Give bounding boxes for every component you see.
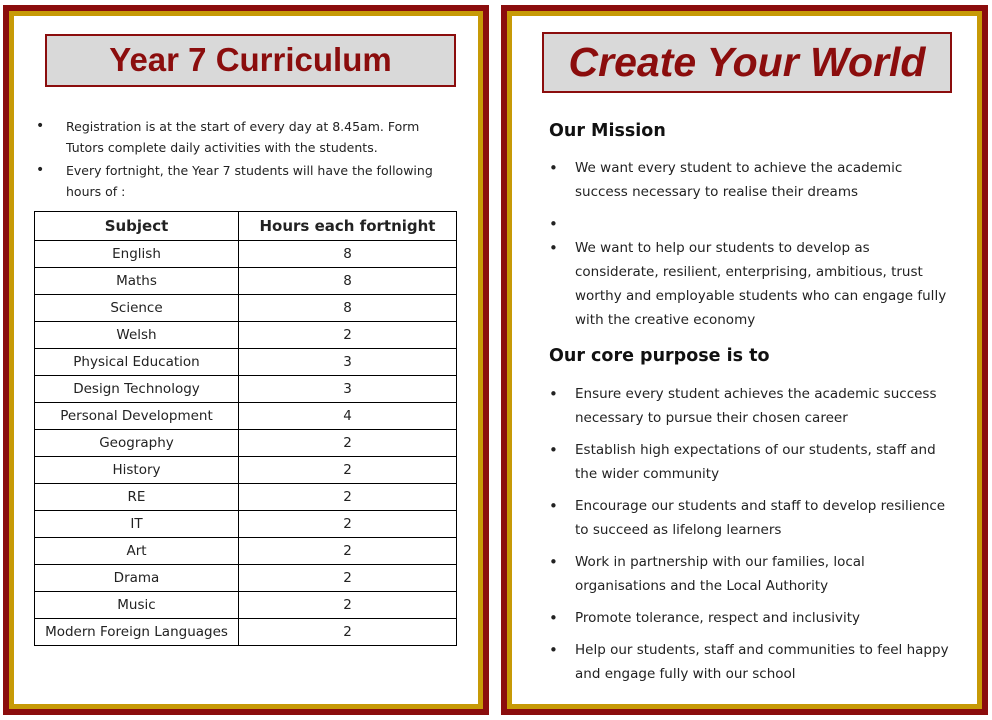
hours-cell: 2 [239, 538, 457, 565]
list-item [547, 606, 952, 630]
bullet-icon: • [549, 215, 558, 233]
curriculum-title: Year 7 Curriculum [45, 34, 456, 87]
subject-cell: Science [35, 295, 239, 322]
table-row [35, 457, 457, 484]
bullet-icon: • [549, 441, 558, 459]
purpose-heading: Our core purpose is to [549, 346, 770, 366]
table-row [35, 538, 457, 565]
subject-cell: Personal Development [35, 403, 239, 430]
subject-cell: RE [35, 484, 239, 511]
list-item [547, 550, 952, 598]
list-item [547, 438, 952, 486]
mission-panel-content [512, 16, 977, 704]
mission-title: Create Your World [542, 32, 952, 93]
bullet-icon: • [549, 385, 558, 403]
curriculum-panel-content [14, 16, 478, 704]
list-item [547, 494, 952, 542]
hours-cell: 4 [239, 403, 457, 430]
note-text: Every fortnight, the Year 7 students will have the following hours of : [66, 163, 433, 199]
subject-cell: Geography [35, 430, 239, 457]
hours-cell: 2 [239, 511, 457, 538]
list-item [547, 638, 952, 686]
subject-cell: Welsh [35, 322, 239, 349]
hours-cell: 2 [239, 457, 457, 484]
purpose-list [547, 382, 952, 694]
subject-cell: Drama [35, 565, 239, 592]
hours-cell: 3 [239, 376, 457, 403]
list-item [547, 212, 952, 236]
curriculum-notes [34, 116, 454, 204]
subject-cell: Design Technology [35, 376, 239, 403]
list-item-text: Promote tolerance, respect and inclusivity [575, 610, 861, 626]
table-row [35, 295, 457, 322]
table-row [35, 376, 457, 403]
list-item [547, 382, 952, 430]
list-item-text: Work in partnership with our families, local organisations and the Local Authority [575, 554, 865, 594]
hours-cell: 2 [239, 619, 457, 646]
table-row [35, 322, 457, 349]
subject-cell: Art [35, 538, 239, 565]
bullet-icon: • [36, 118, 45, 134]
table-row [35, 511, 457, 538]
subject-cell: History [35, 457, 239, 484]
table-row [35, 268, 457, 295]
list-item [547, 156, 952, 204]
hours-cell: 2 [239, 322, 457, 349]
table-row [35, 592, 457, 619]
note-text: Registration is at the start of every day at 8.45am. Form Tutors complete daily activities with the students. [66, 119, 420, 155]
hours-cell: 8 [239, 241, 457, 268]
list-item-text: Help our students, staff and communities to feel happy and engage fully with our school [575, 642, 949, 682]
subject-cell: Music [35, 592, 239, 619]
table-row [35, 349, 457, 376]
subject-hours-table [34, 211, 457, 646]
table-header-row [35, 212, 457, 241]
table-row [35, 241, 457, 268]
list-item-text: We want every student to achieve the academic success necessary to realise their dreams [575, 160, 903, 200]
mission-heading: Our Mission [549, 121, 666, 141]
table-row [35, 430, 457, 457]
subject-column-header: Subject [35, 212, 239, 241]
bullet-icon: • [549, 497, 558, 515]
table-row [35, 619, 457, 646]
mission-panel [501, 5, 988, 715]
list-item-text: Establish high expectations of our students, staff and the wider community [575, 442, 936, 482]
hours-cell: 2 [239, 484, 457, 511]
bullet-icon: • [549, 239, 558, 257]
note-item [34, 116, 454, 158]
bullet-icon: • [36, 162, 45, 178]
hours-cell: 8 [239, 268, 457, 295]
table-row [35, 403, 457, 430]
subject-cell: Maths [35, 268, 239, 295]
subject-cell: English [35, 241, 239, 268]
subject-cell: IT [35, 511, 239, 538]
subject-cell: Physical Education [35, 349, 239, 376]
gold-border [9, 11, 483, 709]
table-row [35, 484, 457, 511]
hours-cell: 2 [239, 592, 457, 619]
bullet-icon: • [549, 159, 558, 177]
subject-cell: Modern Foreign Languages [35, 619, 239, 646]
hours-cell: 2 [239, 430, 457, 457]
list-item-text: Ensure every student achieves the academic success necessary to pursue their chosen career [575, 386, 937, 426]
curriculum-panel [3, 5, 489, 715]
gold-border [507, 11, 982, 709]
note-item [34, 160, 454, 202]
bullet-icon: • [549, 641, 558, 659]
mission-list [547, 156, 952, 340]
hours-cell: 3 [239, 349, 457, 376]
hours-column-header: Hours each fortnight [239, 212, 457, 241]
list-item [547, 236, 952, 332]
bullet-icon: • [549, 609, 558, 627]
list-item-text: Encourage our students and staff to develop resilience to succeed as lifelong learners [575, 498, 946, 538]
hours-cell: 2 [239, 565, 457, 592]
list-item-text: We want to help our students to develop as considerate, resilient, enterprising, ambitious, trust worthy and employable students who can engage fully with the creative economy [575, 240, 947, 328]
table-row [35, 565, 457, 592]
hours-cell: 8 [239, 295, 457, 322]
bullet-icon: • [549, 553, 558, 571]
